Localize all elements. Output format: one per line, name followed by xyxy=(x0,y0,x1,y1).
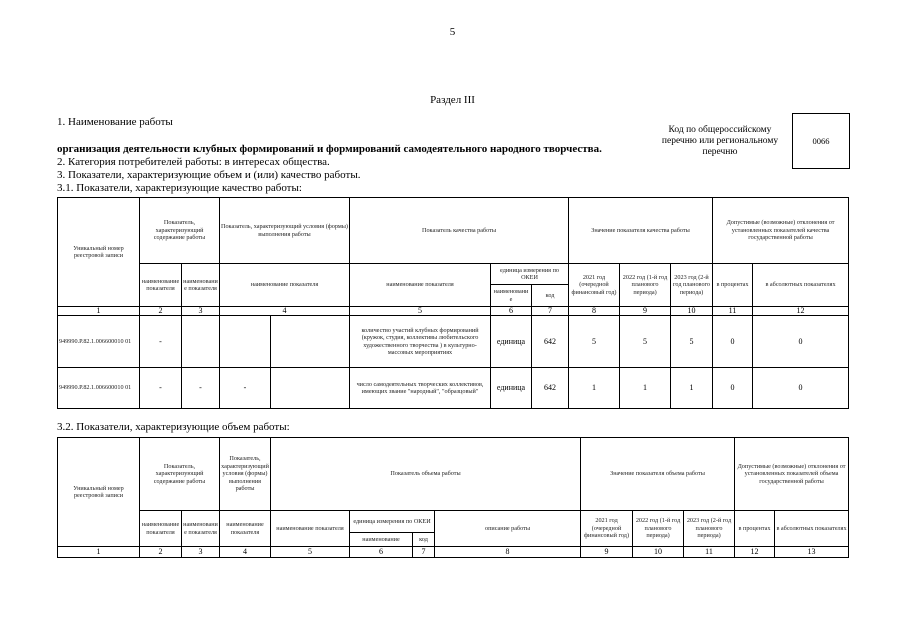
row-v2021: 5 xyxy=(569,316,620,368)
page-number: 5 xyxy=(449,26,456,38)
h-values: Значение показателя объема работы xyxy=(581,438,735,511)
col-num: 12 xyxy=(735,547,775,558)
row-v2021: 1 xyxy=(569,368,620,409)
h-name-ind1: наименование показателя xyxy=(140,511,182,547)
quality-heading: 3.1. Показатели, характеризующие качество работы: xyxy=(57,182,302,194)
h-y2021: 2021 год (очередной финансовый год) xyxy=(581,511,633,547)
h-name-ind2: наименовани е показателя xyxy=(182,264,220,307)
h-quality: Показатель качества работы xyxy=(350,198,569,264)
col-num: 10 xyxy=(633,547,684,558)
col-num: 1 xyxy=(58,307,140,316)
h-name-ind3: наименование показателя xyxy=(220,511,271,547)
col-num: 4 xyxy=(220,307,350,316)
quality-table xyxy=(57,197,849,409)
h-y2022: 2022 год (1-й год планового периода) xyxy=(633,511,684,547)
h-okei-code: код xyxy=(532,285,569,307)
table-row xyxy=(58,368,849,409)
col-num: 9 xyxy=(581,547,633,558)
h-name-ind3: наименование показателя xyxy=(220,264,350,307)
volume-table xyxy=(57,437,849,558)
h-percent: в процентах xyxy=(735,511,775,547)
col-num: 9 xyxy=(620,307,671,316)
col-num: 6 xyxy=(491,307,532,316)
col-num: 5 xyxy=(350,307,491,316)
row-indicator: число самодеятельных творческих коллективов, имеющих звание "народный", "образцовый" xyxy=(350,368,491,409)
col-num: 13 xyxy=(775,547,849,558)
row-c3: - xyxy=(182,368,220,409)
row-code: 642 xyxy=(532,368,569,409)
row-v2022: 1 xyxy=(620,368,671,409)
h-name-ind1: наименование показателя xyxy=(140,264,182,307)
h-abs: в абсолютных показателях xyxy=(775,511,849,547)
h-okei-name: наименование xyxy=(350,533,413,547)
row-abs: 0 xyxy=(753,316,849,368)
work-name-label: 1. Наименование работы xyxy=(57,116,173,128)
h-name-ind2: наименовани е показателя xyxy=(182,511,220,547)
row-c4a xyxy=(220,316,271,368)
col-num: 6 xyxy=(350,547,413,558)
h-okei: единица измерения по ОКЕИ xyxy=(491,264,569,285)
row-v2023: 5 xyxy=(671,316,713,368)
h-abs: в абсолютных показателях xyxy=(753,264,849,307)
h-okei: единица измерения по ОКЕИ xyxy=(350,511,435,533)
row-c2: - xyxy=(140,316,182,368)
h-y2023: 2023 год (2-й год планового периода) xyxy=(671,264,713,307)
h-content: Показатель, характеризующий содержание работы xyxy=(140,438,220,511)
table-row xyxy=(58,316,849,368)
col-num: 7 xyxy=(532,307,569,316)
h-content: Показатель, характеризующий содержание работы xyxy=(140,198,220,264)
col-num: 4 xyxy=(220,547,271,558)
col-num: 7 xyxy=(413,547,435,558)
row-unit: единица xyxy=(491,316,532,368)
h-conditions: Показатель, характеризующий условия (формы) выполнения работы xyxy=(220,438,271,511)
row-unit: единица xyxy=(491,368,532,409)
h-name-ind4: наименование показателя xyxy=(350,264,491,307)
section-title: Раздел III xyxy=(430,94,475,106)
work-name-value: организация деятельности клубных формирований и формирований самодеятельного народного творчества. xyxy=(57,143,602,155)
row-c4b xyxy=(271,316,350,368)
col-num: 1 xyxy=(58,547,140,558)
h-y2021: 2021 год (очередной финансовый год) xyxy=(569,264,620,307)
col-num: 3 xyxy=(182,547,220,558)
col-num: 3 xyxy=(182,307,220,316)
row-percent: 0 xyxy=(713,368,753,409)
h-deviation: Допустимые (возможные) отклонения от установленных показателей объема государственной работы xyxy=(735,438,849,511)
h-name-ind4: наименование показателя xyxy=(271,511,350,547)
col-num: 5 xyxy=(271,547,350,558)
row-c4b xyxy=(271,368,350,409)
row-code: 642 xyxy=(532,316,569,368)
h-okei-name: наименовани е xyxy=(491,285,532,307)
col-num: 11 xyxy=(684,547,735,558)
row-v2022: 5 xyxy=(620,316,671,368)
row-c3 xyxy=(182,316,220,368)
row-id: 949990.Р.82.1.006600010 01 xyxy=(58,368,140,409)
row-v2023: 1 xyxy=(671,368,713,409)
h-okei-code: код xyxy=(413,533,435,547)
h-unique: Уникальный номер реестровой записи xyxy=(58,438,140,547)
volume-heading: 3.2. Показатели, характеризующие объем работы: xyxy=(57,421,290,433)
row-id: 949990.Р.82.1.006600010 01 xyxy=(58,316,140,368)
col-num: 2 xyxy=(140,547,182,558)
col-num: 8 xyxy=(435,547,581,558)
consumer-category: 2. Категория потребителей работы: в интересах общества. xyxy=(57,156,330,168)
h-unique: Уникальный номер реестровой записи xyxy=(58,198,140,307)
row-c4a: - xyxy=(220,368,271,409)
col-num: 11 xyxy=(713,307,753,316)
row-abs: 0 xyxy=(753,368,849,409)
row-c2: - xyxy=(140,368,182,409)
h-volume: Показатель объема работы xyxy=(271,438,581,511)
h-deviation: Допустимые (возможные) отклонения от установленных показателей качества государственной работы xyxy=(713,198,849,264)
code-value: 0066 xyxy=(792,113,850,169)
h-conditions: Показатель, характеризующий условия (формы) выполнения работы xyxy=(220,198,350,264)
h-y2022: 2022 год (1-й год планового периода) xyxy=(620,264,671,307)
row-percent: 0 xyxy=(713,316,753,368)
code-label: Код по общероссийскому перечню или региональному перечню xyxy=(661,125,779,157)
col-num: 2 xyxy=(140,307,182,316)
h-percent: в процентах xyxy=(713,264,753,307)
indicators-heading: 3. Показатели, характеризующие объем и (или) качество работы. xyxy=(57,169,361,181)
col-num: 12 xyxy=(753,307,849,316)
h-y2023: 2023 год (2-й год планового периода) xyxy=(684,511,735,547)
col-num: 10 xyxy=(671,307,713,316)
row-indicator: количество участий клубных формирований (кружок, студия, коллективы любительского художественного творчества ) в культурно-массовых мероприятиях xyxy=(350,316,491,368)
h-values: Значение показателя качества работы xyxy=(569,198,713,264)
col-num: 8 xyxy=(569,307,620,316)
h-desc: описание работы xyxy=(435,511,581,547)
